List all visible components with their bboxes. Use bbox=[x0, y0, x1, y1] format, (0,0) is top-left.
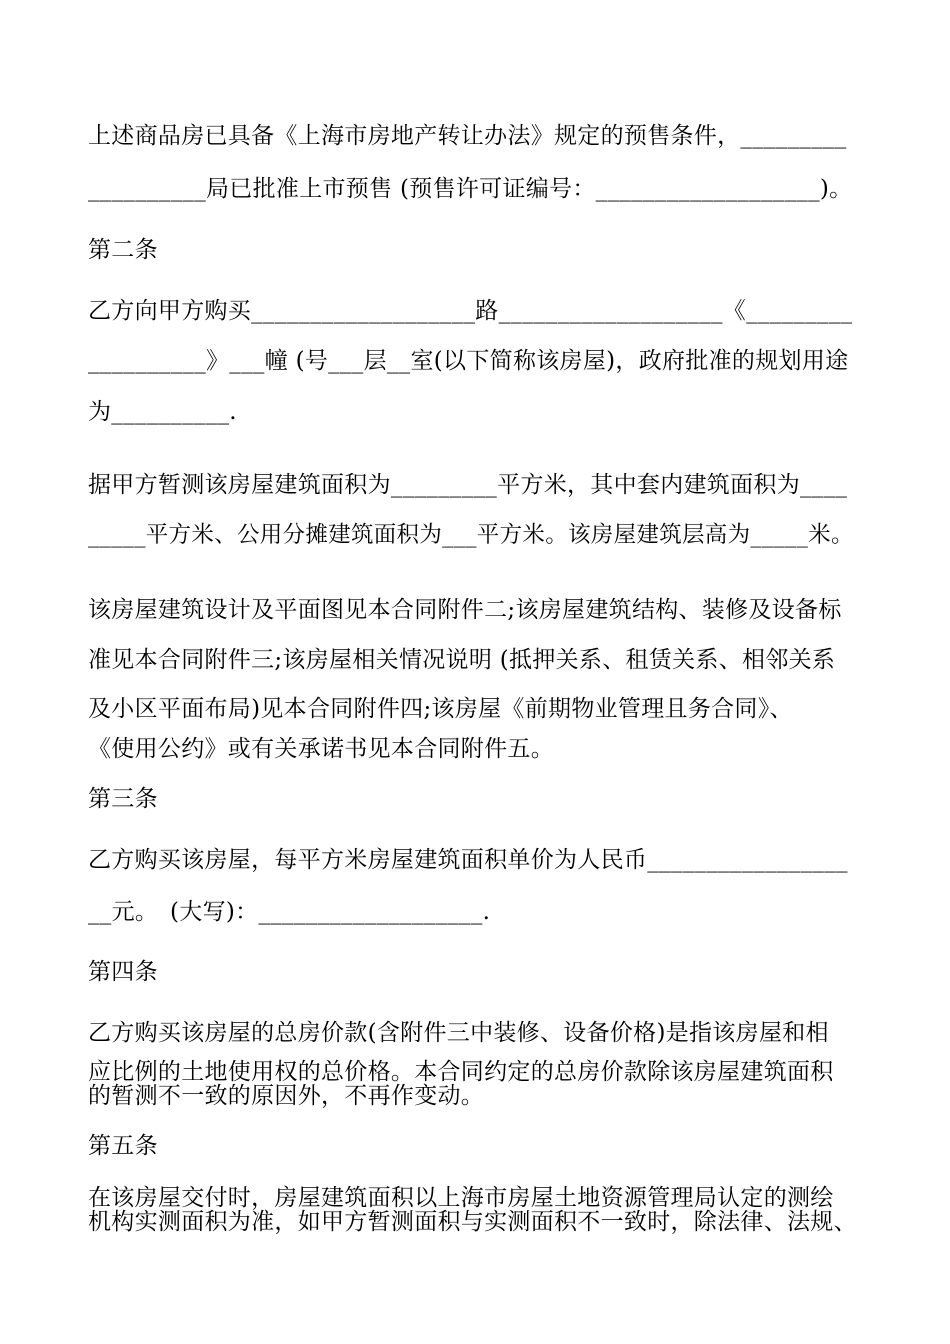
text-line: 为__________. bbox=[88, 399, 237, 425]
text-line: 在该房屋交付时，房屋建筑面积以上海市房屋土地资源管理局认定的测绘 bbox=[88, 1185, 834, 1211]
text-line: __________》___幢 (号___层__室(以下简称该房屋)，政府批准的规划用途 bbox=[88, 348, 849, 374]
text-line: 乙方购买该房屋的总房价款(含附件三中装修、设备价格)是指该房屋和相 bbox=[88, 1020, 829, 1046]
text-line: 应比例的土地使用权的总价格。本合同约定的总房价款除该房屋建筑面积 bbox=[88, 1059, 834, 1085]
text-line: 机构实测面积为准，如甲方暂测面积与实测面积不一致时，除法律、法规、 bbox=[88, 1209, 857, 1235]
text-line: 乙方向甲方购买___________________路___________________《_________ bbox=[88, 298, 853, 324]
text-line: __________局已批准上市预售 (预售许可证编号：___________________)。 bbox=[88, 176, 853, 202]
section-heading: 第五条 bbox=[88, 1133, 158, 1159]
section-heading: 第三条 bbox=[88, 786, 158, 812]
text-line: 的暂测不一致的原因外，不再作变动。 bbox=[88, 1083, 485, 1109]
section-heading: 第二条 bbox=[88, 237, 158, 263]
text-line: __元。 (大写)：___________________. bbox=[88, 899, 491, 925]
text-line: 乙方购买该房屋，每平方米房屋建筑面积单价为人民币_________________ bbox=[88, 847, 848, 873]
section-heading: 第四条 bbox=[88, 959, 158, 985]
text-line: 该房屋建筑设计及平面图见本合同附件二;该房屋建筑结构、装修及设备标 bbox=[88, 597, 842, 623]
text-line: _____平方米、公用分摊建筑面积为___平方米。该房屋建筑层高为_____米。 bbox=[88, 522, 854, 548]
text-line: 据甲方暂测该房屋建筑面积为_________平方米，其中套内建筑面积为____ bbox=[88, 472, 848, 498]
text-line: 准见本合同附件三;该房屋相关情况说明 (抵押关系、租赁关系、相邻关系 bbox=[88, 647, 836, 673]
text-line: 《使用公约》或有关承诺书见本合同附件五。 bbox=[88, 736, 554, 762]
text-line: 及小区平面布局)见本合同附件四;该房屋《前期物业管理且务合同》、 bbox=[88, 696, 793, 722]
text-line: 上述商品房已具备《上海市房地产转让办法》规定的预售条件，_________ bbox=[88, 123, 847, 149]
